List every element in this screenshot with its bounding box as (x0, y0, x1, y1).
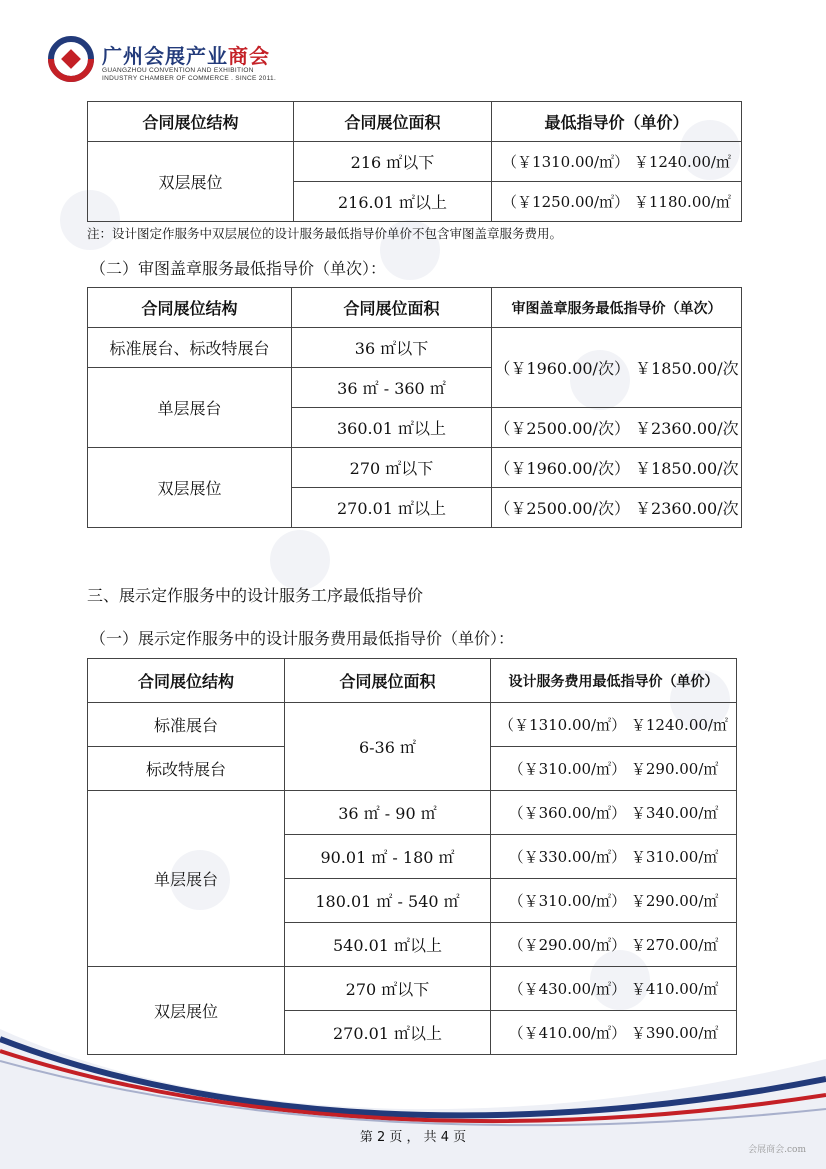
price-cell: （￥430.00/㎡） ￥410.00/㎡ (491, 967, 737, 1011)
structure-cell: 双层展位 (88, 967, 285, 1055)
page-number: 第 2 页 ， 共 4 页 (359, 1130, 467, 1145)
area-cell: 6-36 ㎡ (285, 703, 491, 791)
price-cell: （￥360.00/㎡） ￥340.00/㎡ (491, 791, 737, 835)
area-cell: 90.01 ㎡ - 180 ㎡ (285, 835, 491, 879)
price-cell: （￥1960.00/次） ￥1850.00/次 (492, 328, 742, 408)
price-cell: （￥410.00/㎡） ￥390.00/㎡ (491, 1011, 737, 1055)
area-cell: 270.01 ㎡以上 (292, 488, 492, 528)
col-header-structure: 合同展位结构 (88, 659, 285, 703)
price-cell: （￥290.00/㎡） ￥270.00/㎡ (491, 923, 737, 967)
section-heading-stamp: （二）审图盖章服务最低指导价（单次）： (90, 259, 387, 278)
structure-cell: 双层展位 (88, 448, 292, 528)
price-cell: （￥330.00/㎡） ￥310.00/㎡ (491, 835, 737, 879)
price-cell: （￥1960.00/次） ￥1850.00/次 (492, 448, 742, 488)
corner-watermark: 会展商会.com (748, 1145, 806, 1155)
col-header-price: 审图盖章服务最低指导价（单次） (492, 288, 742, 328)
stamp-service-price-table (87, 287, 742, 528)
price-cell: （￥310.00/㎡） ￥290.00/㎡ (491, 879, 737, 923)
footer-wave-decoration (0, 1029, 826, 1169)
structure-cell: 双层展位 (88, 142, 294, 222)
area-cell: 180.01 ㎡ - 540 ㎡ (285, 879, 491, 923)
price-cell: （￥1310.00/㎡） ￥1240.00/㎡ (492, 142, 742, 182)
logo-title: 广州会展产业商会 (102, 44, 270, 68)
price-cell: （￥2500.00/次） ￥2360.00/次 (492, 408, 742, 448)
area-cell: 216 ㎡以下 (294, 142, 492, 182)
section-heading-3a: （一）展示定作服务中的设计服务费用最低指导价（单价）： (90, 629, 515, 648)
area-cell: 360.01 ㎡以上 (292, 408, 492, 448)
price-cell: （￥310.00/㎡） ￥290.00/㎡ (491, 747, 737, 791)
area-cell: 36 ㎡ - 90 ㎡ (285, 791, 491, 835)
col-header-area: 合同展位面积 (292, 288, 492, 328)
structure-cell: 标改特展台 (88, 747, 285, 791)
area-cell: 36 ㎡以下 (292, 328, 492, 368)
col-header-structure: 合同展位结构 (88, 288, 292, 328)
col-header-area: 合同展位面积 (294, 102, 492, 142)
area-cell: 270 ㎡以下 (285, 967, 491, 1011)
area-cell: 216.01 ㎡以上 (294, 182, 492, 222)
area-cell: 270 ㎡以下 (292, 448, 492, 488)
area-cell: 36 ㎡ - 360 ㎡ (292, 368, 492, 408)
logo-subtitle: GUANGZHOU CONVENTION AND EXHIBITION INDUSTRY CHAMBER OF COMMERCE . SINCE 2011. (102, 67, 277, 82)
structure-cell: 单层展台 (88, 368, 292, 448)
col-header-area: 合同展位面积 (285, 659, 491, 703)
structure-cell: 标准展台 (88, 703, 285, 747)
col-header-structure: 合同展位结构 (88, 102, 294, 142)
table-note: 注：设计图定作服务中双层展位的设计服务最低指导价单价不包含审图盖章服务费用。 (87, 226, 563, 241)
double-deck-design-price-table (87, 101, 742, 222)
col-header-price: 最低指导价（单价） (492, 102, 742, 142)
price-cell: （￥1250.00/㎡） ￥1180.00/㎡ (492, 182, 742, 222)
brand-header (48, 30, 368, 84)
area-cell: 270.01 ㎡以上 (285, 1011, 491, 1055)
col-header-price: 设计服务费用最低指导价（单价） (491, 659, 737, 703)
area-cell: 540.01 ㎡以上 (285, 923, 491, 967)
structure-cell: 单层展台 (88, 791, 285, 967)
price-cell: （￥1310.00/㎡） ￥1240.00/㎡ (491, 703, 737, 747)
structure-cell: 标准展台、标改特展台 (88, 328, 292, 368)
section-heading-3: 三、展示定作服务中的设计服务工序最低指导价 (87, 586, 424, 605)
chamber-logo-icon (48, 36, 94, 82)
price-cell: （￥2500.00/次） ￥2360.00/次 (492, 488, 742, 528)
design-service-price-table (87, 658, 737, 1055)
